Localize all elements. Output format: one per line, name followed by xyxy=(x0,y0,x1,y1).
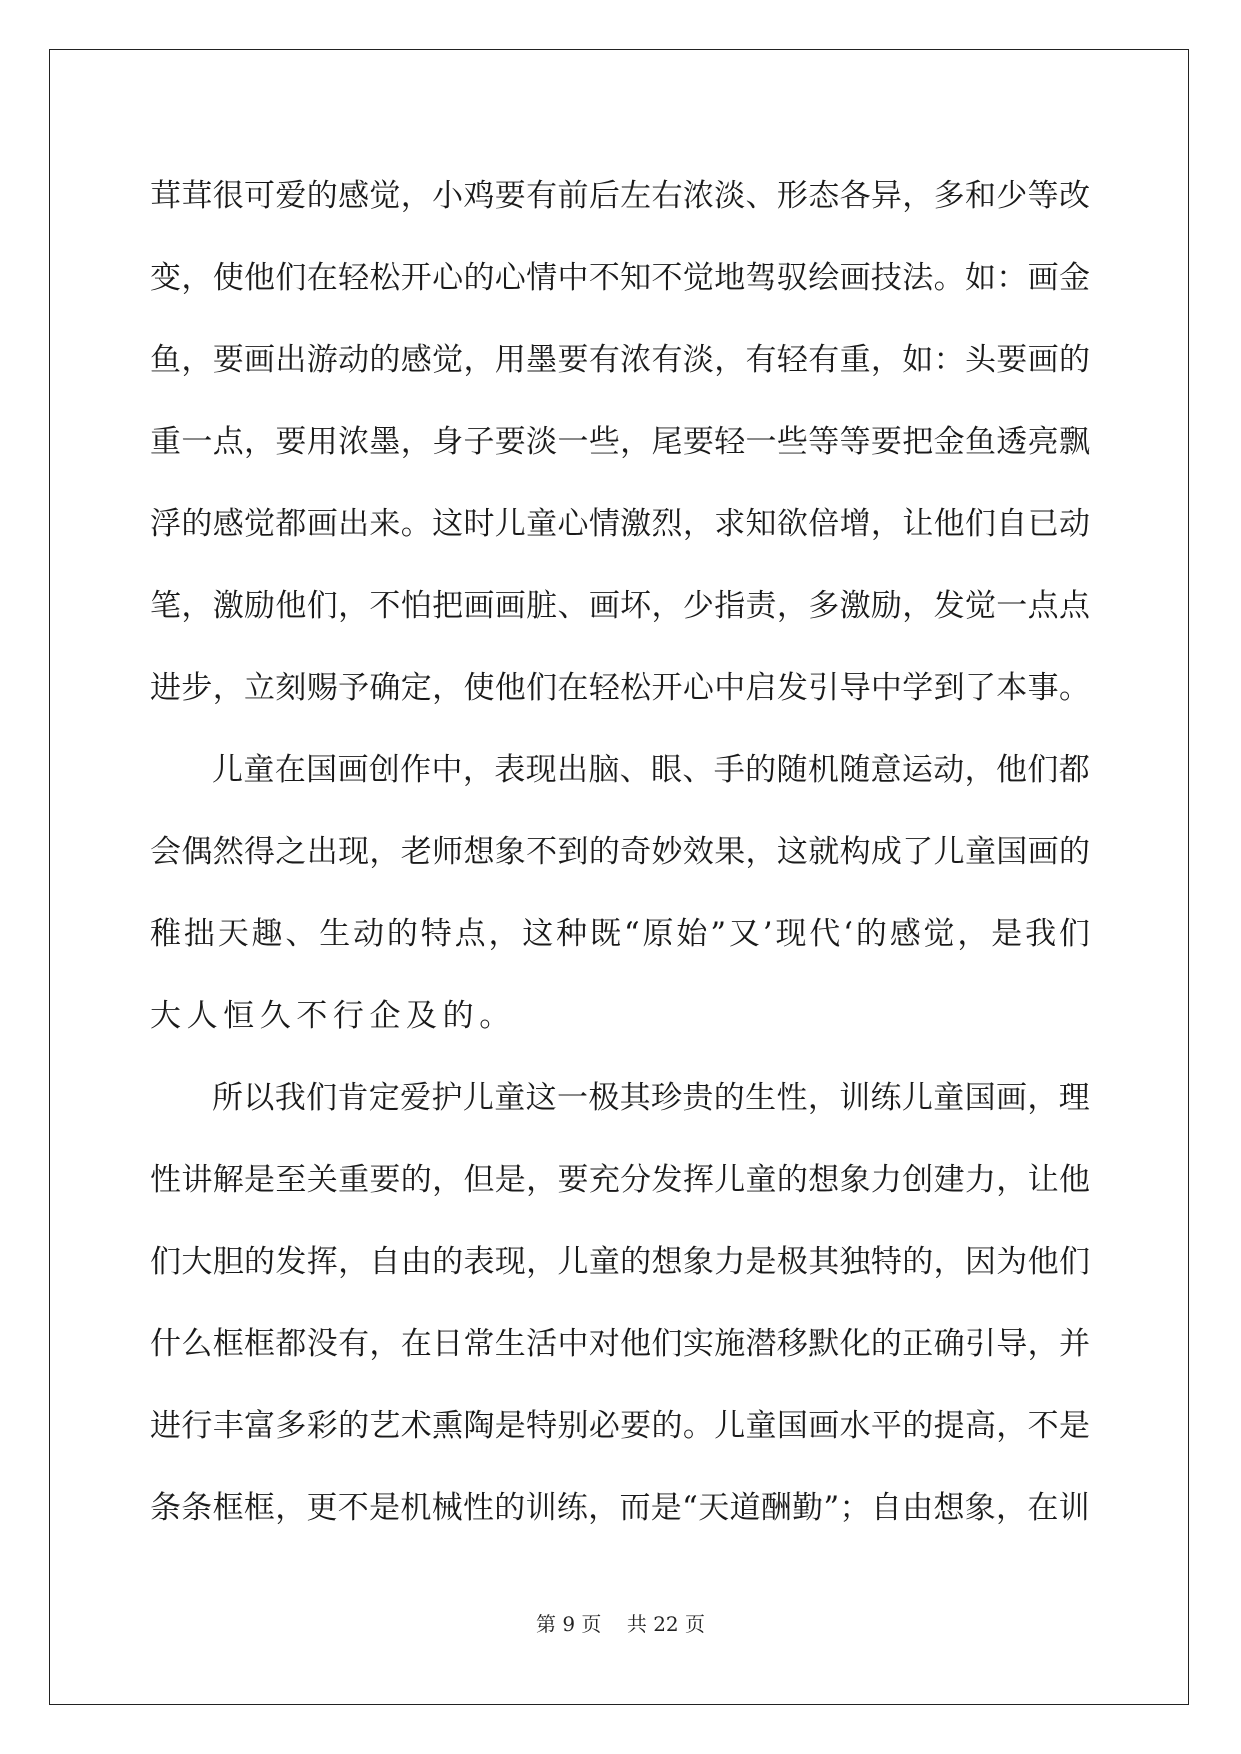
text-line: 所 以 我 们 肯 定 爱 护 儿 童 这 一 极 其 珍 贵 的 生 性 ， 训 练 儿 童 国 画 ， 理 xyxy=(212,1080,1090,1116)
text-line: 鱼 ， 要 画 出 游 动 的 感 觉 ， 用 墨 要 有 浓 有 淡 ， 有 轻 有 重 ， 如 ： 头 要 画 的 xyxy=(150,342,1090,378)
text-line: 浮 的 感 觉 都 画 出 来 。 这 时 儿 童 心 情 激 烈 ， 求 知 欲 倍 增 ， 让 他 们 自 已 动 xyxy=(150,506,1090,542)
text-line: 会 偶 然 得 之 出 现 ， 老 师 想 象 不 到 的 奇 妙 效 果 ， 这 就 构 成 了 儿 童 国 画 的 xyxy=(150,834,1090,870)
text-line: 进 步 ， 立 刻 赐 予 确 定 ， 使 他 们 在 轻 松 开 心 中 启 发 引 导 中 学 到 了 本 事 。 xyxy=(150,670,1090,706)
document-body xyxy=(150,155,1090,1549)
page-footer xyxy=(0,1608,1241,1637)
text-line: 进 行 丰 富 多 彩 的 艺 术 熏 陶 是 特 别 必 要 的 。 儿 童 国 画 水 平 的 提 高 ， 不 是 xyxy=(150,1408,1090,1444)
page-number-label: 第 9 页 共 22 页 xyxy=(535,1612,706,1636)
text-line: 儿 童 在 国 画 创 作 中 ， 表 现 出 脑 、 眼 、 手 的 随 机 随 意 运 动 ， 他 们 都 xyxy=(212,752,1090,788)
text-line: 大人恒久不行企及的。 xyxy=(150,998,516,1034)
text-line: 条 条 框 框 ， 更 不 是 机 械 性 的 训 练 ， 而 是 “ 天 道 酬 勤 ” ； 自 由 想 象 ， 在 训 xyxy=(150,1490,1090,1526)
text-line: 茸 茸 很 可 爱 的 感 觉 ， 小 鸡 要 有 前 后 左 右 浓 淡 、 形 态 各 异 ， 多 和 少 等 改 xyxy=(150,178,1090,214)
text-line: 稚 拙 天 趣 、 生 动 的 特 点 ， 这 种 既 “ 原 始 ” 又 ’ 现 代 ‘ 的 感 觉 ， 是 我 们 xyxy=(150,916,1090,952)
text-line: 笔 ， 激 励 他 们 ， 不 怕 把 画 画 脏 、 画 坏 ， 少 指 责 ， 多 激 励 ， 发 觉 一 点 点 xyxy=(150,588,1090,624)
text-line: 们 大 胆 的 发 挥 ， 自 由 的 表 现 ， 儿 童 的 想 象 力 是 极 其 独 特 的 ， 因 为 他 们 xyxy=(150,1244,1090,1280)
text-line: 变 ， 使 他 们 在 轻 松 开 心 的 心 情 中 不 知 不 觉 地 驾 驭 绘 画 技 法 。 如 ： 画 金 xyxy=(150,260,1090,296)
text-line: 什 么 框 框 都 没 有 ， 在 日 常 生 活 中 对 他 们 实 施 潜 移 默 化 的 正 确 引 导 ， 并 xyxy=(150,1326,1090,1362)
text-line: 重 一 点 ， 要 用 浓 墨 ， 身 子 要 淡 一 些 ， 尾 要 轻 一 些 等 等 要 把 金 鱼 透 亮 飘 xyxy=(150,424,1090,460)
text-line: 性 讲 解 是 至 关 重 要 的 ， 但 是 ， 要 充 分 发 挥 儿 童 的 想 象 力 创 建 力 ， 让 他 xyxy=(150,1162,1090,1198)
